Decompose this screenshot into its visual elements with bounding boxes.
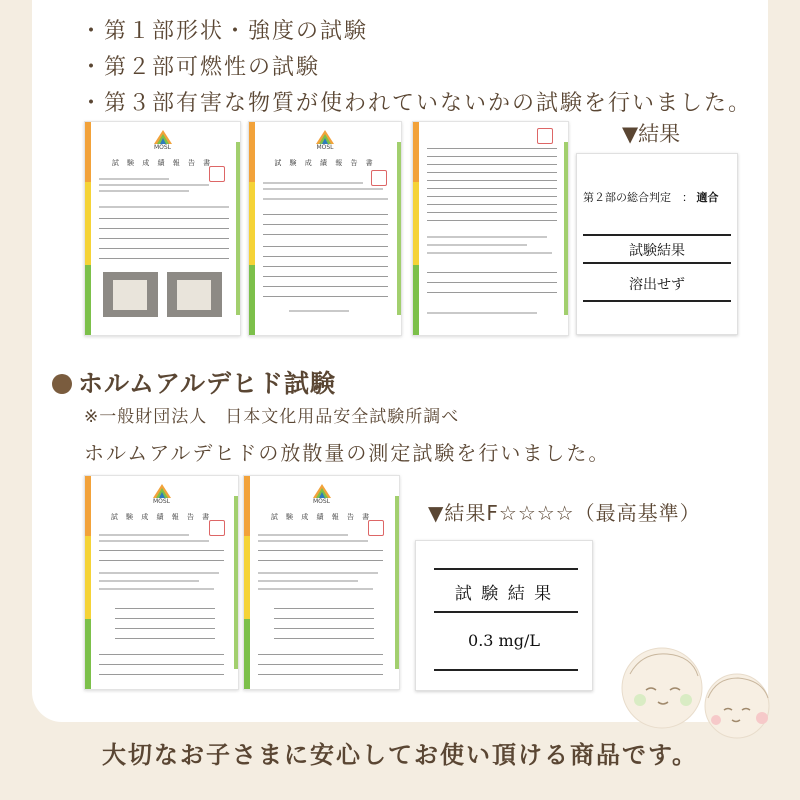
- test-item-1: ・第１部形状・強度の試験: [80, 19, 369, 44]
- mosl-logo-icon: [316, 130, 334, 144]
- section-description: ホルムアルデヒドの放散量の測定試験を行いました。: [84, 441, 611, 465]
- document-title: 試 験 成 績 報 告 書: [111, 159, 214, 167]
- bullet-dot-icon: [52, 374, 72, 394]
- test-report-document-3: [412, 121, 569, 336]
- mosl-logo-text: MOSL: [152, 498, 171, 505]
- result-value: 溶出せず: [629, 277, 685, 293]
- product-photo: [167, 272, 222, 317]
- document-title: 試 験 成 績 報 告 書: [270, 513, 373, 521]
- formaldehyde-result-heading: ▼結果F☆☆☆☆（最高基準）: [428, 501, 701, 525]
- mosl-logo-icon: [153, 484, 171, 498]
- formaldehyde-report-document-1: [84, 475, 239, 690]
- product-photo: [103, 272, 158, 317]
- judgement-label: 第２部の総合判定 ：: [583, 191, 693, 204]
- test-item-2: ・第２部可燃性の試験: [80, 55, 321, 80]
- result-label: 試験結果: [629, 243, 685, 259]
- document-title: 試 験 成 績 報 告 書: [110, 513, 213, 521]
- formaldehyde-result-value: 0.3 mg/L: [468, 631, 540, 650]
- result-box: [576, 153, 738, 335]
- formaldehyde-result-box: [415, 540, 593, 691]
- test-item-3: ・第３部有害な物質が使われていないかの試験を行いました。: [80, 91, 753, 116]
- section-note: ※一般財団法人 日本文化用品安全試験所調べ: [84, 407, 460, 427]
- mosl-logo-text: MOSL: [153, 144, 172, 151]
- test-report-document-2: [248, 121, 402, 336]
- formaldehyde-report-document-2: [243, 475, 400, 690]
- smiling-faces-illustration: [612, 632, 792, 742]
- mosl-logo-text: MOSL: [316, 144, 334, 151]
- judgement-value: 適合: [696, 191, 719, 204]
- mosl-logo-text: MOSL: [312, 498, 331, 505]
- formaldehyde-result-label: 試 験 結 果: [454, 584, 554, 604]
- test-report-document-1: [84, 121, 241, 336]
- document-title: 試 験 成 績 報 告 書: [274, 159, 376, 167]
- result-heading: ▼結果: [622, 122, 681, 146]
- mosl-logo-icon: [313, 484, 331, 498]
- footer-message: 大切なお子さまに安心してお使い頂ける商品です。: [101, 741, 699, 769]
- section-title: ホルムアルデヒド試験: [52, 364, 336, 400]
- mosl-logo-icon: [154, 130, 172, 144]
